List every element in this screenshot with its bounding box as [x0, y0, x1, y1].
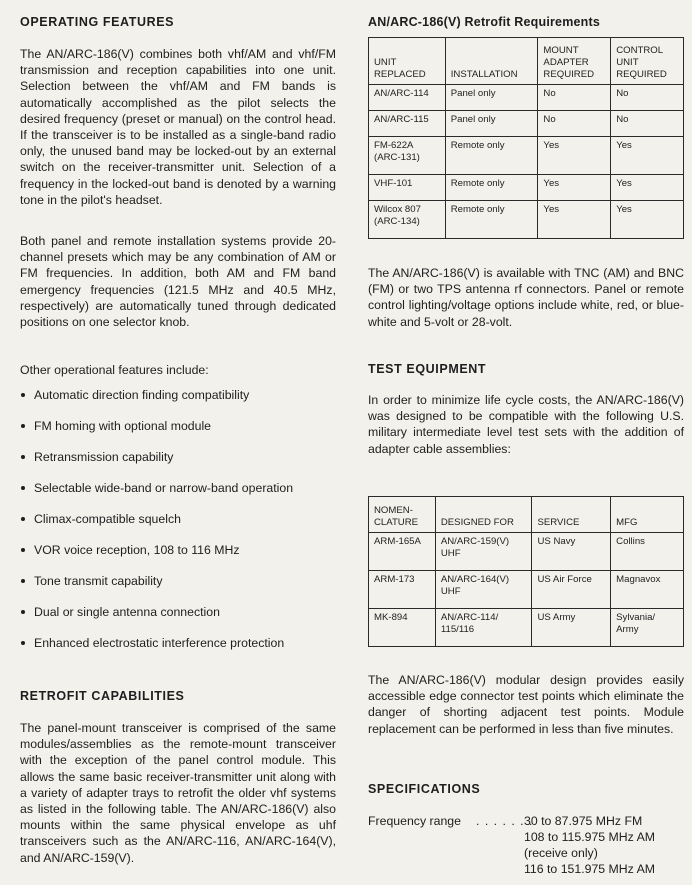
spec-row [368, 829, 684, 845]
table-cell: Yes [538, 201, 611, 239]
table-cell: US Air Force [532, 571, 611, 609]
bullet-icon [21, 548, 25, 552]
operating-features-paragraph: The AN/ARC-186(V) combines both vhf/AM and vhf/FM transmission and reception capabilities into one unit. Selection between the vhf/AM and FM bands is automatically accomplished as the pilot selects the desired frequency (preset or manual) on the control head. If the transceiver is to be installed as a single-band radio only, the unused band may be locked-out by an external switch on the receiver-transmitter unit. Selection of a frequency in the locked-out band is denoted by a warning tone in the pilot's headset. [20, 47, 336, 207]
table-cell: Remote only [445, 175, 538, 201]
spec-value: 30 to 87.975 MHz FM [524, 814, 643, 828]
table-cell: Remote only [445, 137, 538, 175]
bullet-icon [21, 517, 25, 521]
column-header: DESIGNED FOR [435, 497, 532, 533]
list-item: Climax-compatible squelch [20, 511, 336, 542]
other-features-intro: Other operational features include: [20, 363, 209, 377]
table-cell: Panel only [445, 85, 538, 111]
test-sets-table [368, 496, 684, 647]
presets-paragraph: Both panel and remote installation systems provide 20-channel presets which may be any combination of AM or FM frequencies. In addition, both AM and FM band emergency frequencies (121.5 MHz and 40.5 MHz, respectively) are automatically tuned through dedicated positions on one selector knob. [20, 234, 336, 330]
column-header: INSTALLATION [445, 38, 538, 85]
spec-row [368, 813, 684, 829]
column-header: NOMEN-CLATURE [369, 497, 436, 533]
table-cell: Sylvania/ Army [611, 609, 684, 647]
table-header-row [369, 497, 684, 533]
spec-value: (receive only) [524, 846, 598, 860]
table-cell: Panel only [445, 111, 538, 137]
retrofit-requirements-table [368, 37, 684, 239]
list-item: VOR voice reception, 108 to 116 MHz [20, 542, 336, 573]
table-cell: Yes [611, 175, 684, 201]
operating-features-heading: OPERATING FEATURES [20, 15, 175, 29]
retrofit-paragraph: The panel-mount transceiver is comprised of the same modules/assemblies as the remote-mount transceiver with the exception of the panel control module. This allows the same basic receiver-transmitter unit along with a variety of adapter trays to retrofit the older vhf systems as listed in the following table. The AN/ARC-186(V) also mounts within the same physical envelope as uhf transceivers such as the AN/ARC-116, AN/ARC-164(V), and AN/ARC-159(V). [20, 721, 336, 865]
table-row [369, 137, 684, 175]
list-item: Automatic direction finding compatibility [20, 387, 336, 418]
features-list [20, 387, 336, 666]
bullet-icon [21, 393, 25, 397]
retrofit-capabilities-heading: RETROFIT CAPABILITIES [20, 689, 185, 703]
connectors-paragraph: The AN/ARC-186(V) is available with TNC (AM) and BNC (FM) or two TPS antenna rf connectors. Panel or remote control lighting/voltage options include white, red, or blue-white and 5-volt or 28-volt. [368, 266, 684, 329]
bullet-icon [21, 424, 25, 428]
bullet-icon [21, 610, 25, 614]
table-cell: Collins [611, 533, 684, 571]
list-item: FM homing with optional module [20, 418, 336, 449]
bullet-icon [21, 641, 25, 645]
spec-row [368, 845, 684, 861]
column-header: MFG [611, 497, 684, 533]
table-cell: AN/ARC-114 [369, 85, 446, 111]
retrofit-table-title: AN/ARC-186(V) Retrofit Requirements [368, 15, 601, 29]
table-row [369, 533, 684, 571]
table-cell: Wilcox 807 (ARC-134) [369, 201, 446, 239]
table-cell: Yes [538, 175, 611, 201]
table-cell: US Navy [532, 533, 611, 571]
table-row [369, 609, 684, 647]
table-cell: No [538, 85, 611, 111]
list-item: Tone transmit capability [20, 573, 336, 604]
spec-value: 108 to 115.975 MHz AM [524, 830, 656, 844]
specifications-heading: SPECIFICATIONS [368, 782, 481, 796]
table-cell: Remote only [445, 201, 538, 239]
table-cell: MK-894 [369, 609, 436, 647]
table-cell: ARM-173 [369, 571, 436, 609]
modular-design-paragraph: The AN/ARC-186(V) modular design provides easily accessible edge connector test points which eliminate the danger of shorting adjacent test points. Module replacement can be performed in less than five minutes. [368, 673, 684, 736]
list-item: Enhanced electrostatic interference protection [20, 635, 336, 666]
test-equipment-paragraph: In order to minimize life cycle costs, the AN/ARC-186(V) was designed to be compatible with the following U.S. military intermediate level test sets with the addition of adapter cable assemblies: [368, 393, 684, 456]
table-cell: Yes [611, 201, 684, 239]
bullet-icon [21, 579, 25, 583]
table-row [369, 175, 684, 201]
table-cell: AN/ARC-115 [369, 111, 446, 137]
bullet-icon [21, 455, 25, 459]
table-row [369, 111, 684, 137]
column-header: SERVICE [532, 497, 611, 533]
table-cell: AN/ARC-164(V) UHF [435, 571, 532, 609]
list-item: Dual or single antenna connection [20, 604, 336, 635]
spec-label: Frequency range [368, 814, 461, 828]
table-cell: Yes [611, 137, 684, 175]
table-cell: No [611, 85, 684, 111]
table-cell: Yes [538, 137, 611, 175]
table-cell: ARM-165A [369, 533, 436, 571]
list-item: Retransmission capability [20, 449, 336, 480]
test-equipment-heading: TEST EQUIPMENT [368, 362, 487, 376]
table-row [369, 85, 684, 111]
column-header: MOUNT ADAPTER REQUIRED [538, 38, 611, 85]
table-cell: No [538, 111, 611, 137]
table-cell: US Army [532, 609, 611, 647]
table-header-row [369, 38, 684, 85]
bullet-icon [21, 486, 25, 490]
table-cell: AN/ARC-159(V) UHF [435, 533, 532, 571]
specifications-block [368, 813, 684, 877]
table-cell: VHF-101 [369, 175, 446, 201]
table-cell: No [611, 111, 684, 137]
column-header: UNIT REPLACED [369, 38, 446, 85]
spec-value: 116 to 151.975 MHz AM [524, 862, 656, 876]
spec-row [368, 861, 684, 877]
table-cell: Magnavox [611, 571, 684, 609]
column-header: CONTROL UNIT REQUIRED [611, 38, 684, 85]
table-cell: FM-622A (ARC-131) [369, 137, 446, 175]
table-row [369, 571, 684, 609]
table-cell: AN/ARC-114/ 115/116 [435, 609, 532, 647]
table-row [369, 201, 684, 239]
spec-leader-dots: . . . . . . . [476, 814, 534, 828]
list-item: Selectable wide-band or narrow-band operation [20, 480, 336, 511]
